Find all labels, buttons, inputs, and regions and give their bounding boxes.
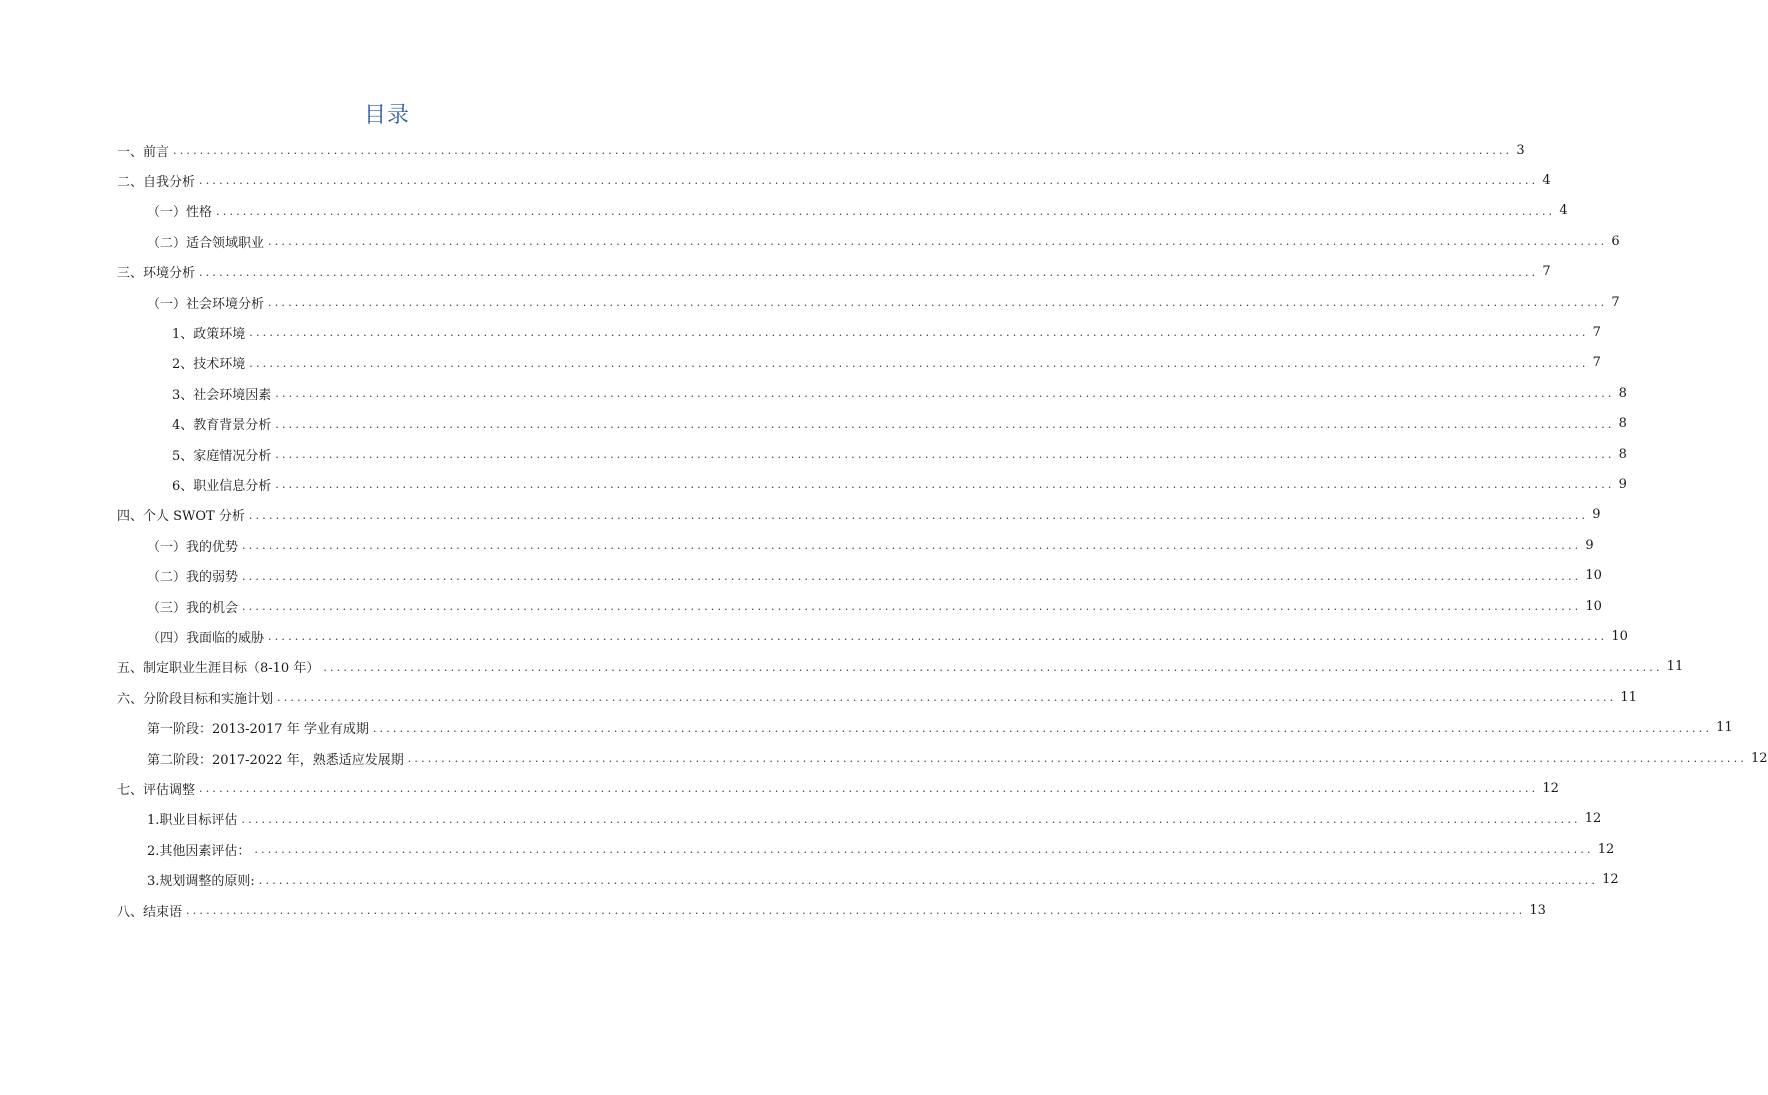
toc-entry-page-number: 6: [1611, 233, 1620, 249]
toc-entry[interactable]: [117, 655, 1684, 679]
toc-entry[interactable]: [147, 564, 1602, 588]
toc-entry-page-number: 7: [1592, 355, 1601, 371]
toc-entry-page-number: 11: [1620, 689, 1637, 705]
toc-entry-label: 八、结束语: [117, 904, 183, 920]
toc-entry-label: 五、制定职业生涯目标（8-10 年）: [117, 661, 320, 677]
toc-entry-label: 六、分阶段目标和实施计划: [117, 691, 274, 707]
toc-entry-label: 3、社会环境因素: [172, 387, 272, 403]
toc-entry[interactable]: [117, 776, 1559, 800]
toc-entry[interactable]: [172, 472, 1627, 496]
toc-leader-dots: ........................................................................................................................................................................................................: [242, 569, 1582, 583]
toc-entry-page-number: 12: [1597, 841, 1615, 857]
toc-entry-label: 3.规划调整的原则:: [147, 874, 255, 890]
toc-entry-label: 5、家庭情况分析: [172, 448, 272, 464]
toc-leader-dots: ........................................................................................................................................................................................................: [268, 630, 1608, 644]
toc-entry-page-number: 12: [1602, 872, 1619, 888]
toc-entry-label: 2.其他因素评估：: [147, 843, 251, 859]
toc-title: 目录: [363, 103, 410, 128]
toc-entry-page-number: 10: [1585, 568, 1602, 584]
toc-entry-label: 第二阶段：2017-2022 年，熟悉适应发展期: [147, 752, 404, 768]
toc-entry-label: 1、政策环境: [172, 326, 246, 342]
toc-leader-dots: ........................................................................................................................................................................................................: [323, 660, 1663, 674]
toc-entry-page-number: 7: [1611, 294, 1620, 310]
toc-leader-dots: ........................................................................................................................................................................................................: [258, 873, 1599, 887]
toc-entry[interactable]: [172, 442, 1627, 466]
toc-entry-label: 七、评估调整: [117, 782, 196, 798]
toc-leader-dots: ........................................................................................................................................................................................................: [199, 265, 1539, 279]
toc-entry-page-number: 10: [1611, 628, 1628, 644]
toc-entry-page-number: 10: [1585, 598, 1602, 614]
toc-entry-label: （一）我的优势: [147, 539, 239, 555]
toc-entry[interactable]: [147, 624, 1628, 648]
toc-entry[interactable]: [117, 260, 1551, 284]
toc-entry-page-number: 11: [1666, 659, 1684, 675]
toc-entry[interactable]: [147, 533, 1594, 557]
toc-entry-label: 6、职业信息分析: [172, 478, 272, 494]
toc-leader-dots: ........................................................................................................................................................................................................: [372, 721, 1713, 735]
toc-leader-dots: ........................................................................................................................................................................................................: [249, 326, 1589, 340]
toc-entry-label: 4、教育背景分析: [172, 418, 272, 434]
toc-entry[interactable]: [147, 199, 1568, 223]
toc-entry[interactable]: [147, 868, 1619, 892]
toc-entry-page-number: 4: [1542, 172, 1551, 188]
toc-leader-dots: ........................................................................................................................................................................................................: [254, 843, 1594, 857]
toc-leader-dots: ........................................................................................................................................................................................................: [268, 235, 1608, 249]
toc-entry[interactable]: [147, 716, 1733, 740]
toc-leader-dots: ........................................................................................................................................................................................................: [275, 417, 1615, 431]
toc-entry-page-number: 11: [1716, 720, 1733, 736]
toc-entry-label: （二）适合领域职业: [147, 235, 265, 251]
toc-entry[interactable]: [117, 503, 1601, 527]
toc-entry[interactable]: [117, 168, 1551, 192]
toc-entry-page-number: 8: [1618, 446, 1627, 462]
toc-entry[interactable]: [147, 807, 1602, 831]
toc-entry-page-number: 4: [1559, 203, 1568, 219]
toc-entry[interactable]: [147, 746, 1768, 770]
toc-entry-page-number: 8: [1618, 385, 1627, 401]
toc-entry-label: 2、技术环境: [172, 357, 246, 373]
toc-leader-dots: ........................................................................................................................................................................................................: [275, 478, 1615, 492]
toc-entry-label: 一、前言: [117, 144, 170, 160]
toc-leader-dots: ........................................................................................................................................................................................................: [275, 448, 1615, 461]
toc-leader-dots: ........................................................................................................................................................................................................: [199, 174, 1539, 188]
toc-entry-page-number: 7: [1542, 264, 1551, 280]
toc-entry-page-number: 7: [1592, 324, 1601, 340]
toc-leader-dots: ........................................................................................................................................................................................................: [242, 600, 1582, 613]
toc-entry-label: 第一阶段：2013-2017 年 学业有成期: [147, 722, 369, 738]
toc-entry-label: （三）我的机会: [147, 600, 239, 616]
toc-entry-label: （一）性格: [147, 205, 213, 221]
toc-entry[interactable]: [172, 412, 1627, 436]
toc-entry[interactable]: [147, 290, 1620, 314]
toc-leader-dots: ........................................................................................................................................................................................................: [277, 691, 1617, 705]
toc-leader-dots: ........................................................................................................................................................................................................: [268, 296, 1608, 309]
toc-leader-dots: ........................................................................................................................................................................................................: [249, 356, 1589, 370]
toc-entry[interactable]: [147, 837, 1615, 861]
toc-entry-label: （四）我面临的威胁: [147, 630, 265, 646]
toc-leader-dots: ........................................................................................................................................................................................................: [248, 508, 1589, 522]
toc-leader-dots: ........................................................................................................................................................................................................: [242, 539, 1582, 553]
toc-entry[interactable]: [147, 229, 1620, 253]
toc-leader-dots: ........................................................................................................................................................................................................: [216, 204, 1556, 218]
toc-leader-dots: ........................................................................................................................................................................................................: [241, 812, 1581, 826]
toc-leader-dots: ........................................................................................................................................................................................................: [173, 144, 1513, 157]
toc-entry[interactable]: [117, 138, 1525, 162]
toc-entry-page-number: 13: [1529, 902, 1546, 918]
toc-entry-page-number: 9: [1618, 476, 1627, 492]
toc-leader-dots: ........................................................................................................................................................................................................: [275, 387, 1615, 401]
toc-entry-page-number: 8: [1618, 416, 1627, 432]
toc-leader-dots: ........................................................................................................................................................................................................: [407, 752, 1748, 765]
toc-entry[interactable]: [117, 898, 1546, 922]
toc-entry[interactable]: [117, 685, 1637, 709]
toc-entry-page-number: 3: [1516, 142, 1525, 158]
toc-entry-label: 四、个人 SWOT 分析: [117, 509, 245, 525]
toc-entry-label: （一）社会环境分析: [147, 296, 265, 312]
toc-entry[interactable]: [172, 320, 1601, 344]
toc-entry[interactable]: [172, 381, 1627, 405]
toc-leader-dots: ........................................................................................................................................................................................................: [186, 904, 1526, 917]
toc-entry-label: （二）我的弱势: [147, 570, 239, 586]
toc-entry-page-number: 12: [1542, 780, 1559, 796]
toc-entry-page-number: 12: [1584, 811, 1602, 827]
toc-entry-page-number: 9: [1585, 537, 1594, 553]
toc-entry-label: 二、自我分析: [117, 174, 196, 190]
toc-entry-page-number: 12: [1751, 750, 1768, 766]
toc-leader-dots: ........................................................................................................................................................................................................: [199, 782, 1539, 796]
toc-entry[interactable]: [147, 594, 1602, 618]
toc-entry-label: 三、环境分析: [117, 266, 196, 282]
toc-entry[interactable]: [172, 351, 1601, 375]
toc-entry-label: 1.职业目标评估: [147, 813, 238, 829]
toc-entry-page-number: 9: [1592, 507, 1601, 523]
